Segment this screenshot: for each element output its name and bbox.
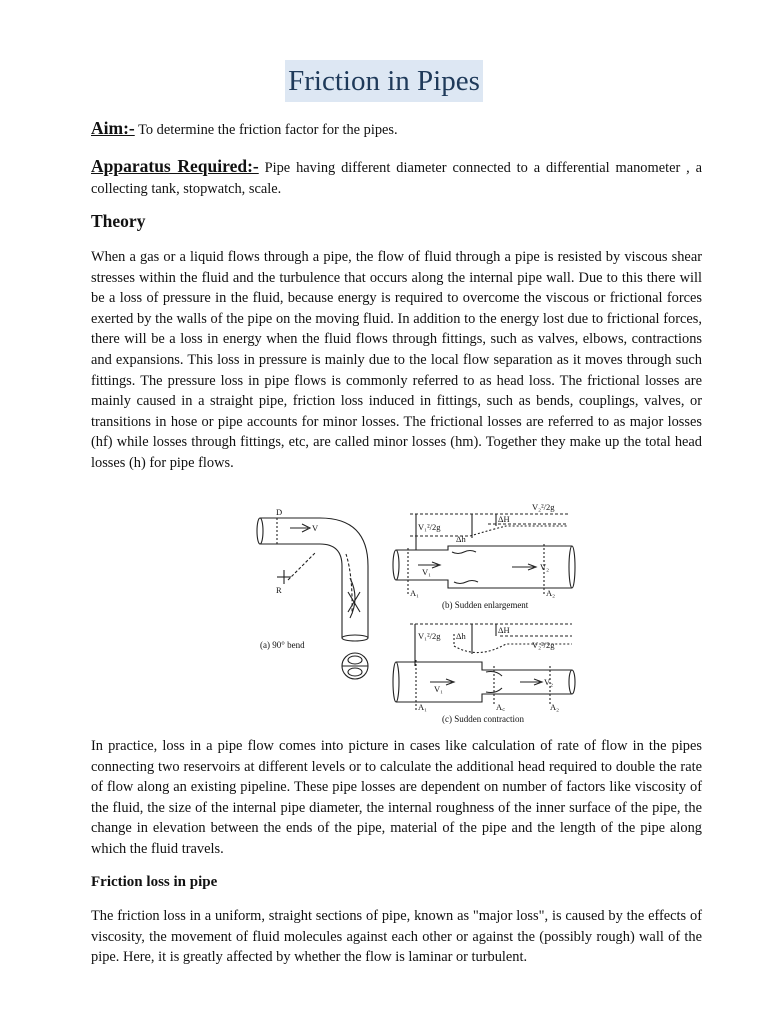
page-title-text: Friction in Pipes [285,60,483,102]
fig-caption-c: (c) Sudden contraction [442,714,524,724]
theory-paragraph: When a gas or a liquid flows through a pipe, the flow of fluid through a pipe is resisted by viscous shear stresses within the fluid and the turbulence that occurs along the internal pipe wall. Due to this there will be a loss of pressure in the fluid, because energy is required to overcome the viscous or frictional forces exerted by the walls of the pipe on the moving fluid. In addition to the energy lost due to frictional forces, there will be a loss in energy when the fluid flows through fittings, such as valves, elbows, contractions and expansions. This loss in pressure is mainly due to the local flow separation as it moves through such fittings. The pressure loss in pipe flows is commonly referred to as head loss. The frictional losses are mainly caused in a straight pipe, friction loss induced in fittings, such as bends, couplings, valves, or transitions in hose or pipe accounts for minor losses. The frictional losses are referred to as major losses (hf) while losses through fittings, etc, are called minor losses (hm). Together they make up the total head losses (h) for pipe flows. [91,249,702,471]
aim-label: Aim:- [91,118,135,138]
bend-section-vortex-bottom [348,668,362,676]
fig-label-D: D [276,507,283,517]
fig-enl-v1-head: V₁²/2g [418,522,441,532]
enl-eddies [452,551,478,584]
enl-bottom-wall [396,580,572,588]
fig-caption-b: (b) Sudden enlargement [442,600,529,610]
fig-con-A1: A₁ [418,702,428,712]
fig-caption-a: (a) 90° bend [260,640,305,650]
pipe-loss-diagram [250,496,583,728]
enl-v2-arrow [512,564,536,570]
page-title [0,60,768,102]
friction-loss-paragraph: The friction loss in a uniform, straight sections of pipe, known as "major loss", is caused by the effects of viscosity, the movement of fluid molecules against each other or against the (possibly rough) wall of the pipe. Here, it is greatly affected by whether the flow is laminar or turbulent. [91,908,702,966]
bend-secondary-flow [348,578,360,618]
bend-separation-line [346,554,352,614]
enl-hgl-after [470,526,568,536]
bend-section-vortex-top [348,656,362,664]
aim-text: To determine the friction factor for the pipes. [134,122,398,138]
con-top-wall [396,662,572,670]
fig-con-V2: V₂ [544,677,554,687]
bend-inner-wall [260,544,342,638]
apparatus-text: Pipe having different diameter connected to a differential manometer , a collecting tank, stopwatch, scale. [91,160,702,197]
fig-label-R: R [276,585,282,595]
theory-heading: Theory [91,211,146,231]
fig-enl-A2: A₂ [546,588,556,598]
fig-enl-V1: V₁ [422,567,432,577]
con-bottom-wall [396,694,572,702]
apparatus-label: Apparatus Required:- [91,156,259,176]
bend-outer-wall [260,518,368,638]
bend-radius-line [288,552,316,580]
fig-con-v1-head: V₁²/2g [418,631,441,641]
fig-con-Ac: A꜀ [496,702,506,712]
enl-inlet-end [393,550,399,580]
con-inlet-end [393,662,399,702]
friction-loss-heading: Friction loss in pipe [91,874,218,890]
fig-con-v2-head: V₂²/2g [532,640,555,650]
fig-enl-dh: Δh [456,534,466,544]
fig-enl-v2-head: V₂²/2g [532,502,555,512]
bend-inlet-end [257,518,263,544]
fig-enl-dH: ΔH [498,514,510,524]
fig-con-V1: V₁ [434,684,444,694]
fig-enl-V2: V₂ [540,562,550,572]
fig-con-dh: Δh [456,631,466,641]
fig-label-V: V [312,523,319,533]
fig-enl-A1: A₁ [410,588,420,598]
fig-con-dH: ΔH [498,625,510,635]
fig-con-A2: A₂ [550,702,560,712]
con-v2-arrow [520,679,542,685]
aim-line [91,118,702,141]
con-outlet-end [569,670,575,694]
bend-outlet-end [342,635,368,641]
pipe-loss-figure [250,496,583,728]
enl-top-wall [396,546,572,550]
practice-paragraph: In practice, loss in a pipe flow comes into picture in cases like calculation of rate of flow in the pipes connecting two reservoirs at different levels or to calculate the additional head required to double the rate of flow along an existing pipeline. These pipe losses are dependent on number of factors like viscosity of the fluid, the size of the internal pipe diameter, the internal roughness of the inner surface of the pipe, the change in elevation between the ends of the pipe, material of the pipe and the length of the pipe along which the fluid travels. [91,738,702,857]
enl-outlet-end [569,546,575,588]
apparatus-paragraph [91,156,702,200]
